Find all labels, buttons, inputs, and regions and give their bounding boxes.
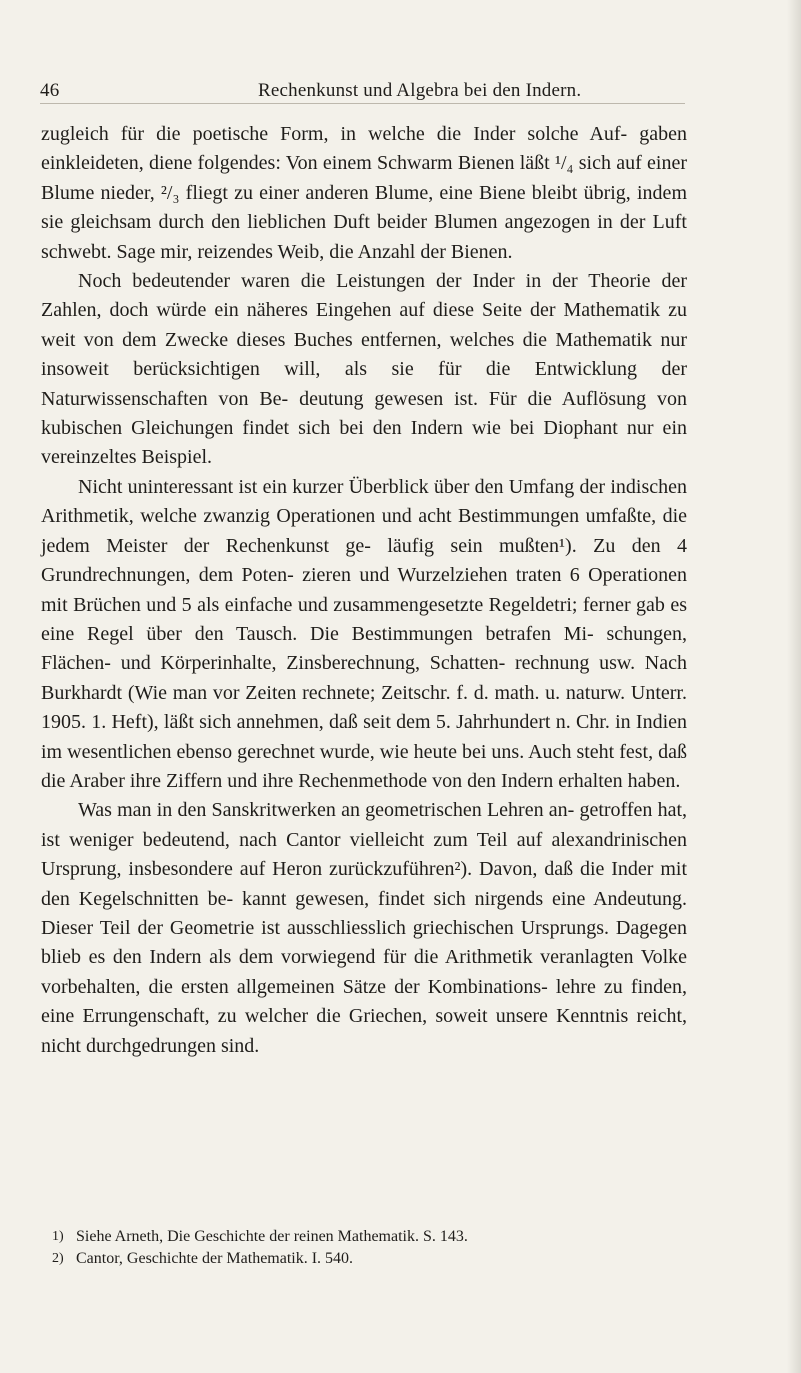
running-title: Rechenkunst und Algebra bei den Indern.	[258, 80, 582, 101]
page-edge-shadow	[787, 0, 801, 1373]
footnotes	[52, 1226, 662, 1270]
paragraph-number-theory: Noch bedeutender waren die Leistungen der Inder in der Theorie der Zahlen, doch würde ein näheres Eingehen auf diese Seite der Mathematik zu weit von dem Zwecke dieses Buches entfernen, welches die Mathematik nur insoweit berücksichtigen will, als sie für die Entwicklung der Naturwissenschaften von Be- deutung gewesen ist. Für die Auflösung von kubischen Gleichungen findet sich bei den Indern wie bei Diophant nur ein vereinzeltes Beispiel.	[41, 270, 687, 469]
footnote-marker: 2)	[52, 1251, 64, 1266]
header-rule	[40, 103, 685, 104]
body-text	[41, 120, 687, 1061]
footnote-1	[52, 1226, 662, 1248]
paragraph-bee-riddle: zugleich für die poetische Form, in welche die Inder solche Auf- gaben einkleideten, diene folgendes: Von einem Schwarm Bienen läßt ¹/₄ sich auf einer Blume nieder, ²/₃ fliegt zu einer anderen Blume, eine Biene bleibt übrig, indem sie gleichsam durch den lieblichen Duft beider Blumen angezogen in der Luft schwebt. Sage mir, reizendes Weib, die Anzahl der Bienen.	[41, 123, 687, 263]
footnote-text: Siehe Arneth, Die Geschichte der reinen Mathematik. S. 143.	[76, 1228, 468, 1245]
paragraph-geometry: Was man in den Sanskritwerken an geometrischen Lehren an- getroffen hat, ist weniger bedeutend, nach Cantor vielleicht zum Teil auf alexandrinischen Ursprung, insbesondere auf Heron zurückzuführen²). Davon, daß die Inder mit den Kegelschnitten be- kannt gewesen, findet sich nirgends eine Andeutung. Dieser Teil der Geometrie ist ausschliesslich griechischen Ursprungs. Dagegen blieb es den Indern als dem vorwiegend für die Arithmetik veranlagten Volke vorbehalten, die ersten allgemeinen Sätze der Kombinations- lehre zu finden, eine Errungenschaft, zu welcher die Griechen, soweit unsere Kenntnis reicht, nicht durchgedrungen sind.	[41, 799, 687, 1057]
page-header	[40, 77, 685, 105]
paragraph-indian-arithmetic: Nicht uninteressant ist ein kurzer Überblick über den Umfang der indischen Arithmetik, welche zwanzig Operationen und acht Bestimmungen umfaßte, die jedem Meister der Rechenkunst ge- läufig sein mußten¹). Zu den 4 Grundrechnungen, dem Poten- zieren und Wurzelziehen traten 6 Operationen mit Brüchen und 5 als einfache und zusammengesetzte Regeldetri; ferner gab es eine Regel über den Tausch. Die Bestimmungen betrafen Mi- schungen, Flächen- und Körperinhalte, Zinsberechnung, Schatten- rechnung usw. Nach Burkhardt (Wie man vor Zeiten rechnete; Zeitschr. f. d. math. u. naturw. Unterr. 1905. 1. Heft), läßt sich annehmen, daß seit dem 5. Jahrhundert n. Chr. in Indien im wesentlichen ebenso gerechnet wurde, wie heute bei uns. Auch steht fest, daß die Araber ihre Ziffern und ihre Rechenmethode von den Indern erhalten haben.	[41, 475, 687, 792]
page-number: 46	[40, 80, 60, 101]
footnote-text: Cantor, Geschichte der Mathematik. I. 540.	[76, 1250, 354, 1267]
footnote-2	[52, 1248, 662, 1270]
footnote-marker: 1)	[52, 1229, 64, 1244]
